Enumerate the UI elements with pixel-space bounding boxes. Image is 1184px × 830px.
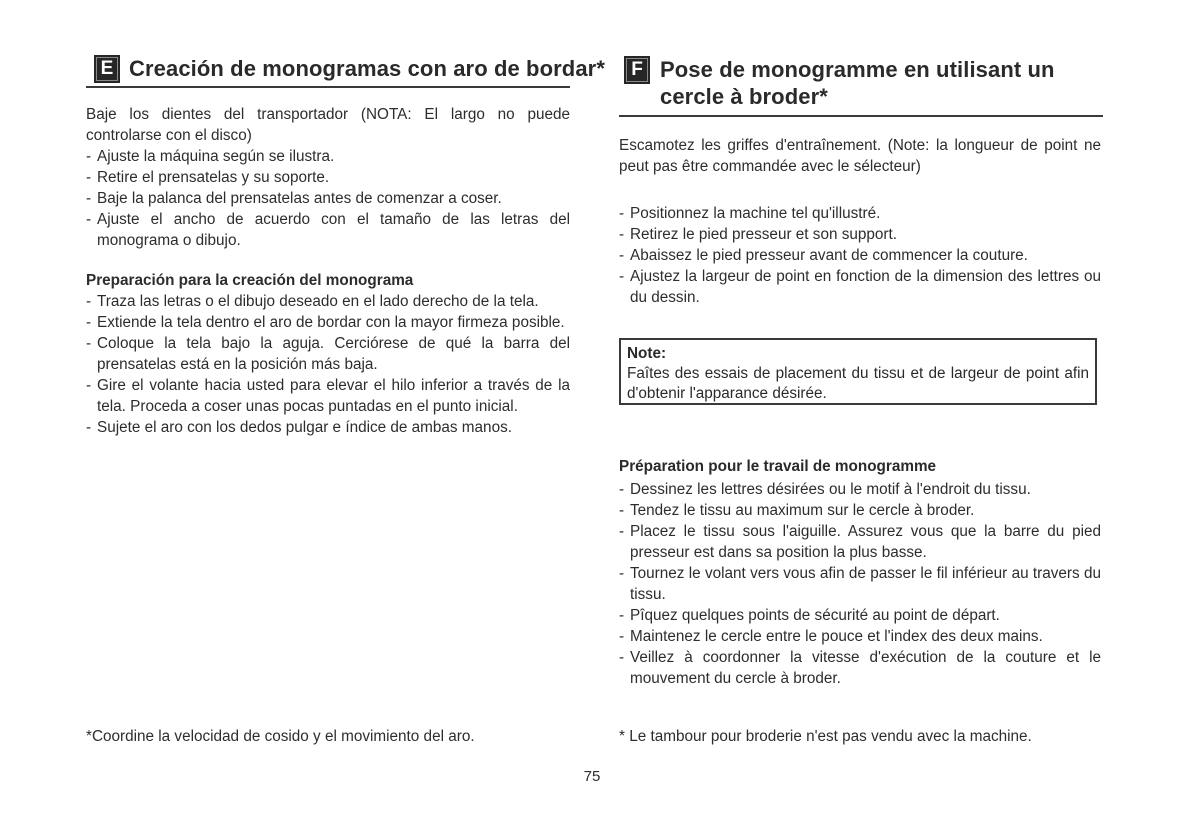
list-item: - Maintenez le cercle entre le pouce et l'index des deux mains. xyxy=(619,626,1101,647)
list-item: - Dessinez les lettres désirées ou le motif à l'endroit du tissu. xyxy=(619,479,1101,500)
note-box xyxy=(619,338,1097,405)
list-item: - Traza las letras o el dibujo deseado en el lado derecho de la tela. xyxy=(86,291,570,312)
list-item: - Coloque la tela bajo la aguja. Cerciórese de qué la barra del prensatelas está en la posición más baja. xyxy=(86,333,570,375)
list-item: - Baje la palanca del prensatelas antes de comenzar a coser. xyxy=(86,188,570,209)
list-item: - Extiende la tela dentro el aro de bordar con la mayor firmeza posible. xyxy=(86,312,570,333)
french-footnote: * Le tambour pour broderie n'est pas vendu avec la machine. xyxy=(619,728,1032,745)
list-item: - Ajuste el ancho de acuerdo con el tamaño de las letras del monograma o dibujo. xyxy=(86,209,570,251)
list-item: - Tournez le volant vers vous afin de passer le fil inférieur au travers du tissu. xyxy=(619,563,1101,605)
french-title: Pose de monogramme en utilisant un cercle à broder* xyxy=(660,57,1055,109)
list-item: - Ajuste la máquina según se ilustra. xyxy=(86,146,570,167)
list-item: - Retirez le pied presseur et son support. xyxy=(619,224,1101,245)
spanish-prep-title: Preparación para la creación del monograma xyxy=(86,272,414,289)
french-steps xyxy=(619,203,1101,308)
list-item: - Abaissez le pied presseur avant de commencer la couture. xyxy=(619,245,1101,266)
list-item: - Sujete el aro con los dedos pulgar e índice de ambas manos. xyxy=(86,417,570,438)
spanish-footnote: *Coordine la velocidad de cosido y el movimiento del aro. xyxy=(86,728,475,745)
note-text: Faîtes des essais de placement du tissu et de largeur de point afin d'obtenir l'apparance désirée. xyxy=(627,365,1089,402)
language-badge-f: F xyxy=(624,56,650,84)
spanish-title: Creación de monogramas con aro de bordar* xyxy=(129,56,605,81)
list-item: - Gire el volante hacia usted para elevar el hilo inferior a través de la tela. Proceda a coser unas pocas puntadas en el punto inicial. xyxy=(86,375,570,417)
language-badge-e: E xyxy=(94,55,120,83)
spanish-body xyxy=(86,104,570,438)
french-intro: Escamotez les griffes d'entraînement. (Note: la longueur de point ne peut pas être commandée avec le sélecteur) xyxy=(619,137,1101,175)
french-prep-title: Préparation pour le travail de monogramme xyxy=(619,458,937,475)
page-number: 75 xyxy=(583,768,601,785)
list-item: - Ajustez la largeur de point en fonction de la dimension des lettres ou du dessin. xyxy=(619,266,1101,308)
note-title: Note: xyxy=(627,345,667,362)
spanish-title-rule xyxy=(86,86,570,88)
spanish-intro: Baje los dientes del transportador (NOTA: El largo no puede controlarse con el disco) xyxy=(86,106,570,144)
spanish-steps xyxy=(86,146,570,251)
french-heading xyxy=(624,56,1100,110)
list-item: - Tendez le tissu au maximum sur le cercle à broder. xyxy=(619,500,1101,521)
list-item: - Retire el prensatelas y su soporte. xyxy=(86,167,570,188)
spanish-prep-steps xyxy=(86,291,570,438)
spanish-heading xyxy=(94,55,605,83)
list-item: - Placez le tissu sous l'aiguille. Assurez vous que la barre du pied presseur est dans sa position la plus basse. xyxy=(619,521,1101,563)
french-title-rule xyxy=(619,115,1103,117)
list-item: - Veillez à coordonner la vitesse d'exécution de la couture et le mouvement du cercle à broder. xyxy=(619,647,1101,689)
french-prep-steps xyxy=(619,479,1101,689)
list-item: - Pîquez quelques points de sécurité au point de départ. xyxy=(619,605,1101,626)
list-item: - Positionnez la machine tel qu'illustré. xyxy=(619,203,1101,224)
